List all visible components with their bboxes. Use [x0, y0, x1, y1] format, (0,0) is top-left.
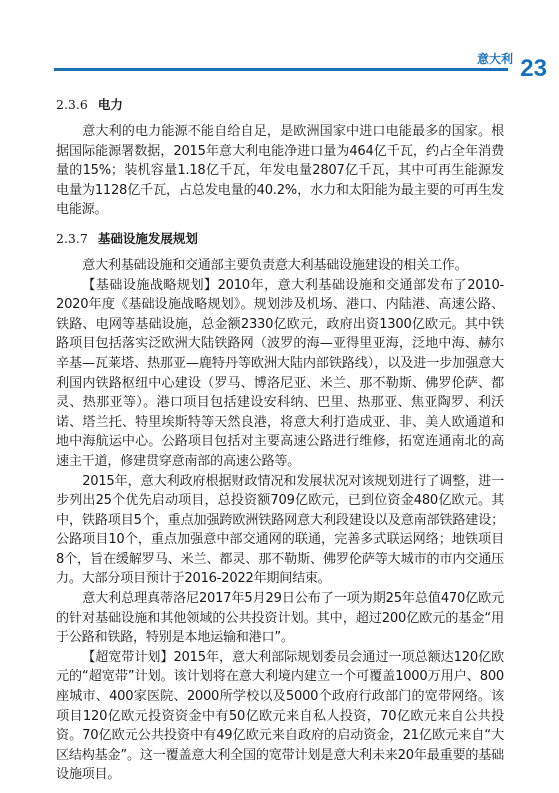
- paragraph: 【超宽带计划】2015年，意大利部际规划委员会通过一项总额达120亿欧元的“超宽带”计划。该计划将在意大利境内建立一个可覆盖1000万用户、800座城市、400家医院、2000所学校以及5000个政府行政部门的宽带网络。该项目120亿欧元投资资金中有50亿欧元来自私人投资，70亿欧元来自公共投资。70亿欧元公共投资中有49亿欧元来自政府的启动资金，21亿欧元来自“大区结构基金”。这一覆盖意大利全国的宽带计划是意大利未来20年最重要的基础设施项目。: [56, 649, 504, 783]
- page-header: [0, 0, 559, 80]
- section-title: 电力: [97, 97, 123, 112]
- running-header-country: 意大利: [476, 52, 513, 66]
- paragraph: 意大利的电力能源不能自给自足，是欧洲国家中进口电能最多的国家。根据国际能源署数据，2015年意大利电能净进口量为464亿千瓦，约占全年消费量的15%；装机容量1.18亿千瓦，年发电量2807亿千瓦，其中可再生能源发电量为1128亿千瓦，占总发电量的40.2%，水力和太阳能为最主要的可再生发电能源。: [56, 124, 504, 218]
- page-body: [56, 92, 504, 785]
- section-number: 2.3.6: [56, 97, 88, 112]
- paragraph: 意大利总理真蒂洛尼2017年5月29日公布了一项为期25年总值470亿欧元的针对基础设施和其他领域的公共投资计划。其中，超过200亿欧元的基金“用于公路和铁路，特别是本地运输和港口”。: [56, 591, 504, 646]
- header-rule: [54, 68, 508, 71]
- paragraph: 意大利基础设施和交通部主要负责意大利基础设施建设的相关工作。: [82, 257, 468, 273]
- section-number: 2.3.7: [56, 230, 88, 246]
- section-heading-electricity: [56, 92, 504, 118]
- page-number: 23: [520, 55, 547, 82]
- section-title: 基础设施发展规划: [97, 230, 198, 246]
- section-heading-infrastructure: [56, 226, 504, 252]
- paragraph: 【基础设施战略规划】2010年，意大利基础设施和交通部发布了2010-2020年度《基础设施战略规划》。规划涉及机场、港口、内陆港、高速公路、铁路、电网等基础设施，总金额2330亿欧元，政府出资1300亿欧元。其中铁路项目包括落实泛欧洲大陆铁路网（波罗的海—亚得里亚海，泛地中海、赫尔辛基—瓦莱塔、热那亚—鹿特丹等欧洲大陆内部铁路线），以及进一步加强意大利国内铁路枢纽中心建设（罗马、博洛尼亚、米兰、那不勒斯、佛罗伦萨、都灵、热那亚等）。港口项目包括建设安科纳、巴里、热那亚、焦亚陶罗、利沃诺、塔兰托、特里埃斯特等天然良港，将意大利打造成亚、非、美人欧通道和地中海航运中心。公路项目包括对主要高速公路进行维修，拓宽连通南北的高速主干道，修建贯穿意南部的高速公路等。: [56, 277, 504, 469]
- paragraph: 2015年，意大利政府根据财政情况和发展状况对该规划进行了调整，进一步列出25个优先启动项目，总投资额709亿欧元，已到位资金480亿欧元。其中，铁路项目5个，重点加强跨欧洲铁路网意大利段建设以及意南部铁路建设；公路项目10个，重点加强意中部交通网的联通，完善多式联运网络；地铁项目8个，旨在缓解罗马、米兰、都灵、那不勒斯、佛罗伦萨等大城市的市内交通压力。大部分项目预计于2016-2022年期间结束。: [56, 473, 504, 587]
